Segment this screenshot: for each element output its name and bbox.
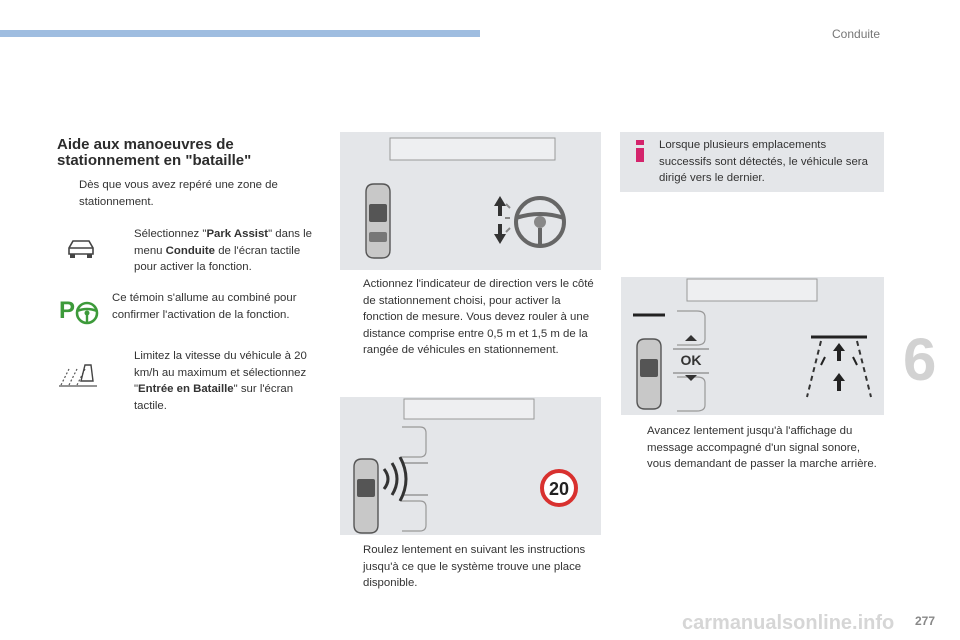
parking-lines-icon [57, 361, 101, 389]
up-down-arrow-icon [494, 196, 506, 244]
sensor-waves-icon [384, 457, 406, 501]
left-bullet-3: Limitez la vitesse du véhicule à 20 km/h au maximum et sélectionnez "Entrée en Bataille" sur l'écran tactile. [134, 350, 307, 412]
svg-text:OK: OK [680, 352, 702, 368]
right-bullet-1: Avancez lentement jusqu'à l'affichage du message accompagné d'un signal sonore, vous demandant de passer la marche arrière. [647, 425, 877, 470]
car-top-view [637, 339, 661, 409]
middle-bullet-1: Actionnez l'indicateur de direction vers le côté de stationnement choisi, pour activer la fonction de mesure. Vous devez rouler à une distance comprise entre 0,5 m et 1,5 m de la rangée de véhicules en stationnement. [363, 278, 594, 356]
left-paragraph: Ce témoin s'allume au combiné pour confirmer l'activation de la fonction. [112, 292, 297, 321]
info-text: Lorsque plusieurs emplacements successifs sont détectés, le véhicule sera dirigé vers le dernier. [659, 139, 868, 184]
page-title: Aide aux manoeuvres de stationnement en "bataille" [57, 136, 252, 169]
reverse-guide-icon [807, 337, 871, 397]
car-top-view [366, 184, 390, 258]
watermark: carmanualsonline.info [682, 612, 895, 634]
car-settings-icon [65, 238, 97, 260]
steering-wheel-icon [505, 198, 564, 246]
illustration-indicator [340, 132, 601, 270]
illustration-ok [621, 277, 884, 415]
chapter-number: 6 [903, 326, 937, 393]
section-title: Conduite [832, 27, 881, 41]
speed-limit-sign-icon [542, 471, 576, 505]
svg-text:20: 20 [548, 479, 570, 499]
park-assist-warning-icon [57, 295, 101, 325]
page-number: 277 [915, 614, 936, 628]
ok-indicator [681, 335, 702, 381]
car-top-view [354, 459, 378, 533]
info-icon [633, 140, 647, 162]
header-accent-bar [0, 30, 480, 37]
illustration-search [340, 397, 601, 535]
middle-bullet-2: Roulez lentement en suivant les instructions jusqu'à ce que le système trouve une place disponible. [363, 544, 586, 589]
left-bullet-2: Sélectionnez "Park Assist" dans le menu Conduite de l'écran tactile pour activer la fonction. [134, 228, 313, 273]
svg-text:P: P [59, 297, 76, 324]
info-box [620, 132, 884, 192]
left-bullet-1: Dès que vous avez repéré une zone de stationnement. [79, 179, 278, 208]
